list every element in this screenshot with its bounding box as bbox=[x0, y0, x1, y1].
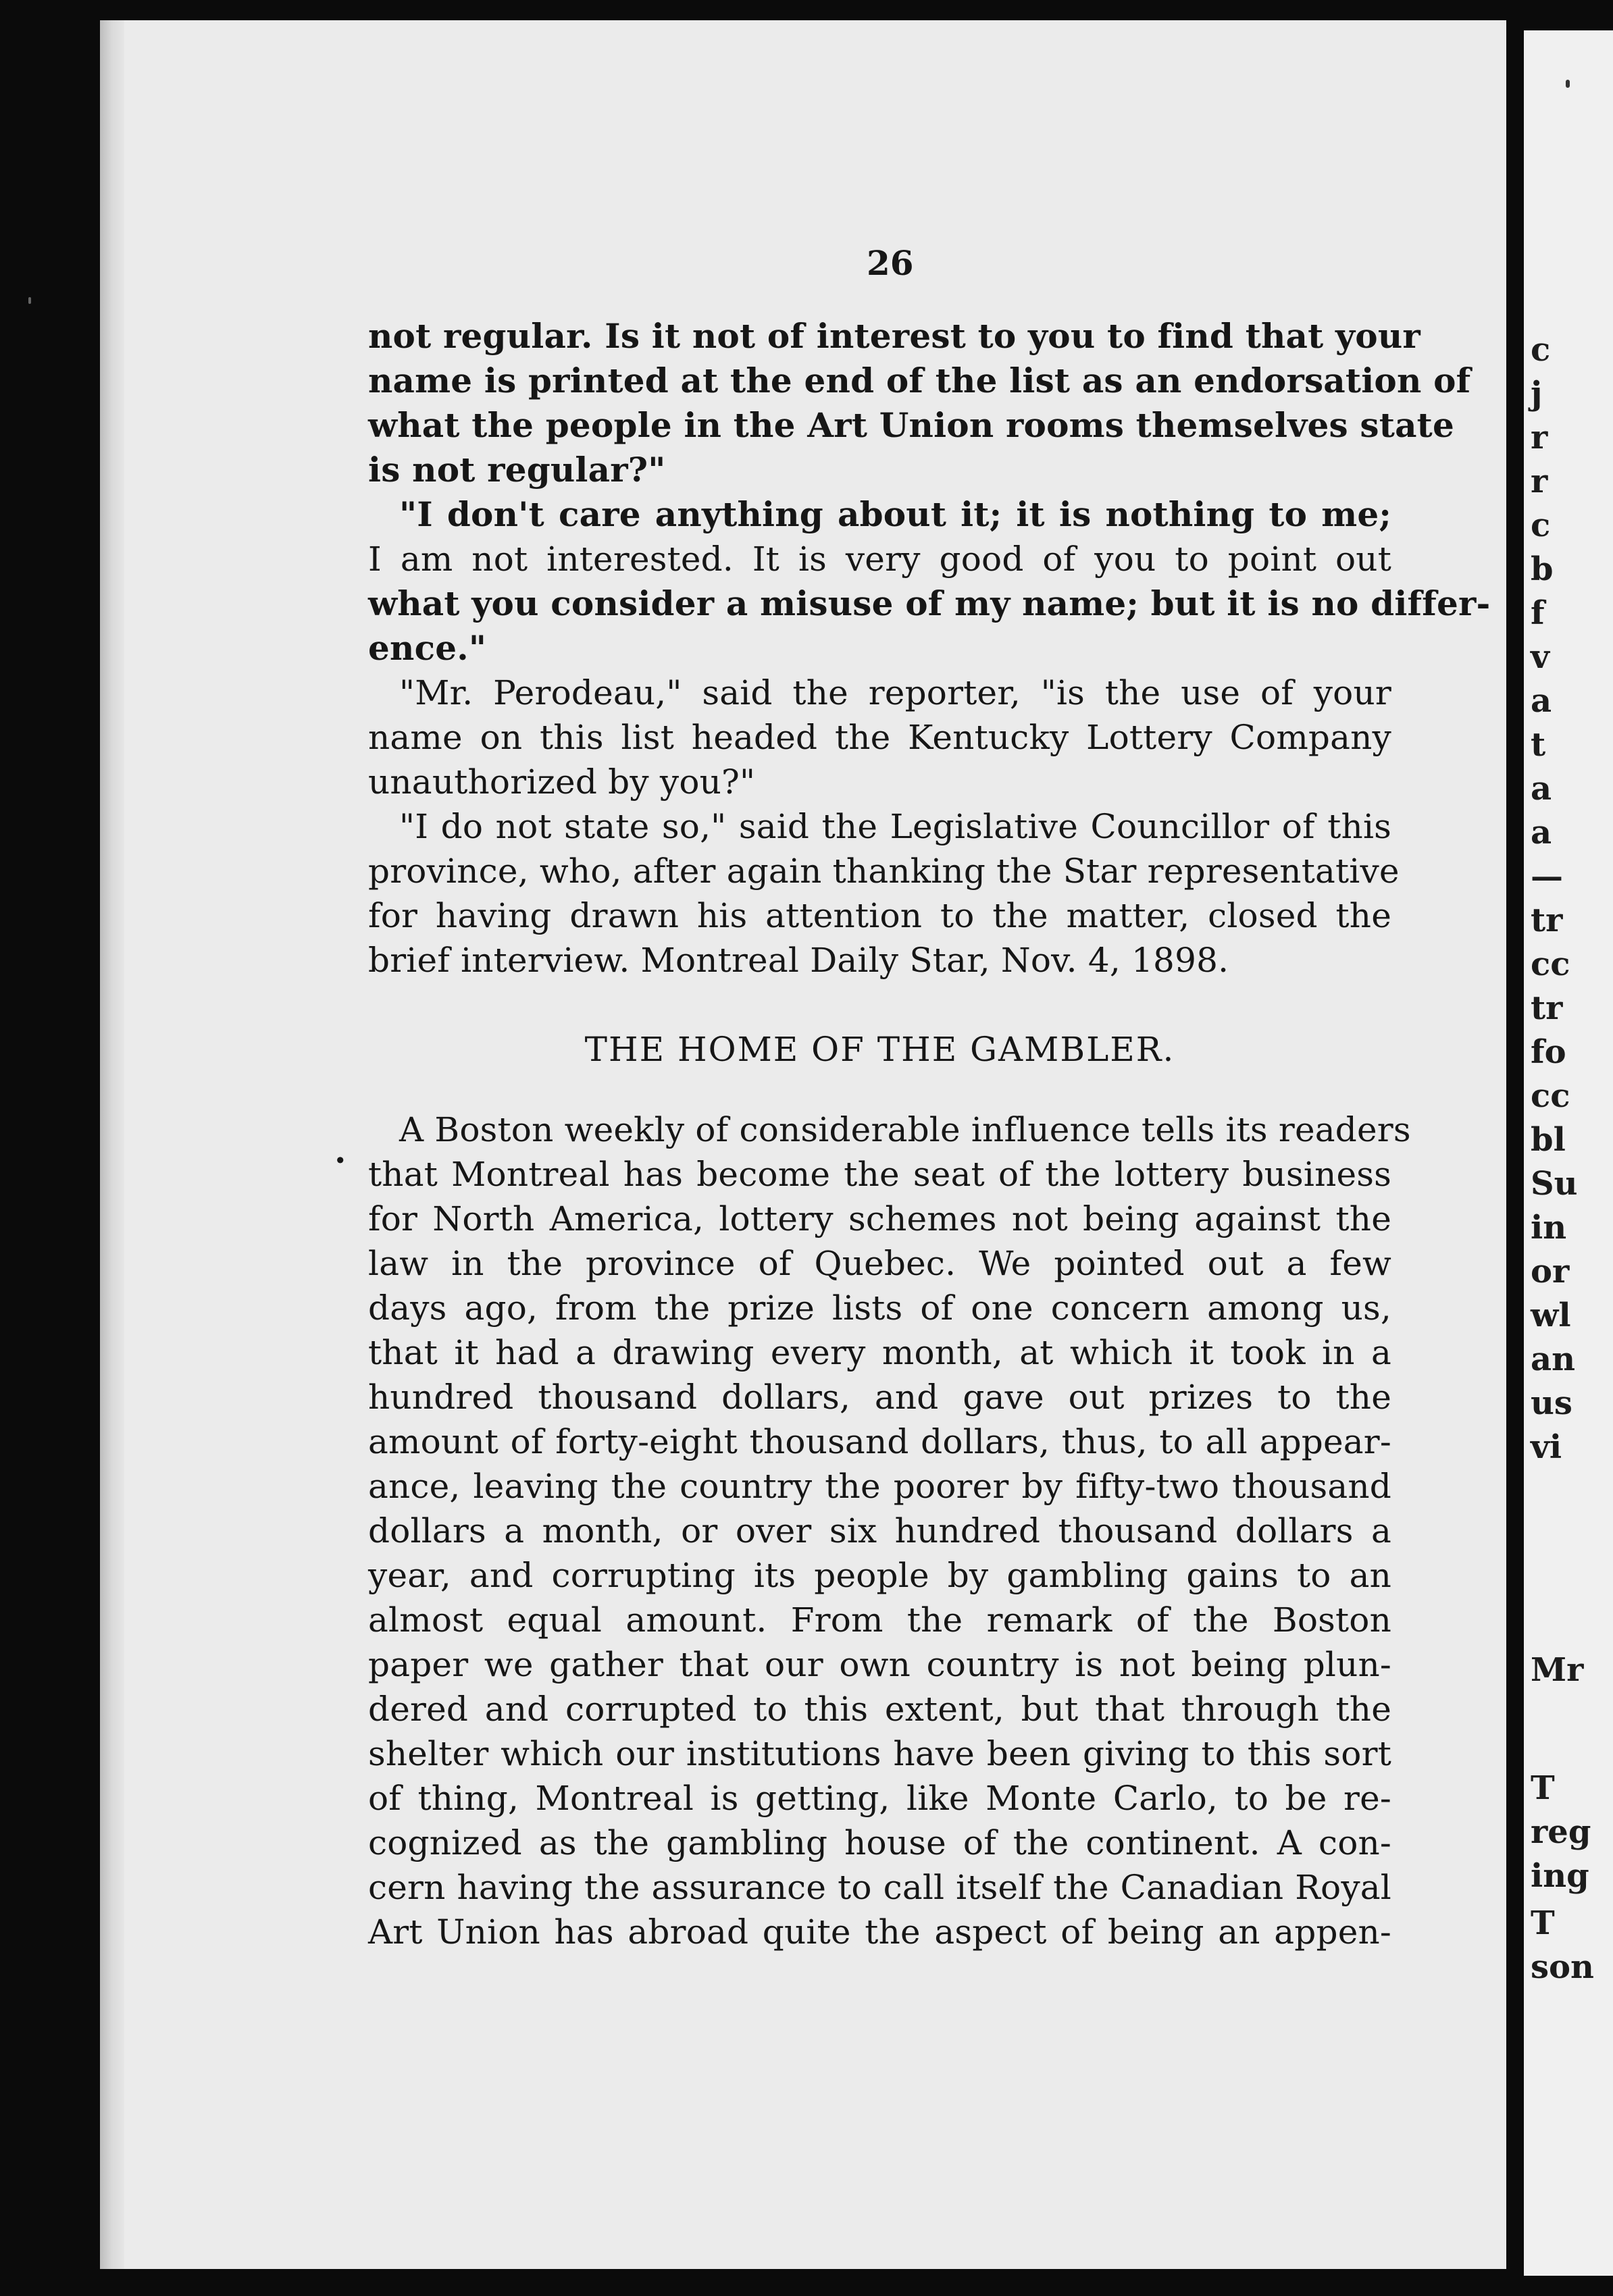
text-line: I am not interested. It is very good of you to point out bbox=[368, 540, 1391, 579]
right-fragment: T bbox=[1531, 1904, 1555, 1942]
paragraph-1 bbox=[368, 314, 1471, 492]
right-fragment: cc bbox=[1531, 945, 1570, 983]
right-fragment: T bbox=[1531, 1769, 1555, 1807]
section-heading: THE HOME OF THE GAMBLER. bbox=[584, 1030, 1175, 1069]
text-line: "I don't care anything about it; it is nothing to me; bbox=[399, 494, 1391, 534]
paragraph-3 bbox=[368, 671, 1391, 804]
text-line: what you consider a misuse of my name; but it is no differ- bbox=[368, 583, 1491, 623]
scan-speck bbox=[1566, 80, 1570, 88]
right-fragment: c bbox=[1531, 506, 1551, 544]
right-fragment: Mr bbox=[1531, 1651, 1584, 1689]
right-fragment: Su bbox=[1531, 1165, 1578, 1203]
right-page bbox=[1524, 30, 1613, 2276]
text-line: that it had a drawing every month, at which it took in a bbox=[368, 1333, 1391, 1372]
right-fragment: bl bbox=[1531, 1121, 1566, 1159]
text-line: dered and corrupted to this extent, but that through the bbox=[368, 1690, 1391, 1729]
right-fragment: v bbox=[1531, 638, 1550, 676]
text-line: cern having the assurance to call itself the Canadian Royal bbox=[368, 1868, 1391, 1907]
text-line: not regular. Is it not of interest to you to find that your bbox=[368, 316, 1420, 356]
right-fragment: a bbox=[1531, 814, 1552, 852]
paragraph-5 bbox=[368, 1107, 1411, 1954]
text-line: of thing, Montreal is getting, like Monte Carlo, to be re- bbox=[368, 1779, 1391, 1818]
text-line: brief interview. Montreal Daily Star, Nov. 4, 1898. bbox=[368, 941, 1229, 980]
text-line: amount of forty-eight thousand dollars, thus, to all appear- bbox=[368, 1422, 1391, 1461]
right-fragment: c bbox=[1531, 331, 1551, 369]
paragraph-4 bbox=[368, 804, 1400, 983]
right-fragment: reg bbox=[1531, 1813, 1591, 1851]
text-line: Art Union has abroad quite the aspect of being an appen- bbox=[368, 1912, 1391, 1952]
page-binding-shadow bbox=[100, 20, 124, 2269]
right-page-text-fragments bbox=[1524, 30, 1613, 2276]
text-line: unauthorized by you?" bbox=[368, 762, 756, 802]
right-fragment: r bbox=[1531, 419, 1548, 456]
text-line: law in the province of Quebec. We pointed out a few bbox=[368, 1244, 1391, 1283]
text-line: days ago, from the prize lists of one concern among us, bbox=[368, 1288, 1391, 1328]
text-line: that Montreal has become the seat of the lottery business bbox=[368, 1155, 1391, 1194]
paragraph-2 bbox=[368, 492, 1491, 671]
right-fragment: tr bbox=[1531, 989, 1563, 1027]
right-fragment: an bbox=[1531, 1340, 1575, 1378]
right-fragment: son bbox=[1531, 1948, 1594, 1986]
text-line: name on this list headed the Kentucky Lottery Company bbox=[368, 718, 1391, 757]
right-fragment: fo bbox=[1531, 1033, 1566, 1071]
right-fragment: f bbox=[1531, 594, 1545, 632]
text-line: shelter which our institutions have been giving to this sort bbox=[368, 1734, 1391, 1773]
right-fragment: cc bbox=[1531, 1077, 1570, 1115]
right-fragment: a bbox=[1531, 682, 1552, 720]
scan-speck bbox=[28, 297, 31, 304]
right-fragment: us bbox=[1531, 1384, 1572, 1422]
text-line: province, who, after again thanking the Star representative bbox=[368, 852, 1400, 891]
text-line: for having drawn his attention to the matter, closed the bbox=[368, 896, 1391, 935]
right-fragment: tr bbox=[1531, 902, 1563, 939]
right-fragment: or bbox=[1531, 1253, 1570, 1290]
right-fragment: a bbox=[1531, 770, 1552, 808]
right-fragment: b bbox=[1531, 550, 1554, 588]
right-fragment: — bbox=[1531, 858, 1563, 895]
text-line: dollars a month, or over six hundred thousand dollars a bbox=[368, 1511, 1391, 1550]
text-line: what the people in the Art Union rooms themselves state bbox=[368, 405, 1454, 445]
right-fragment: wl bbox=[1531, 1297, 1571, 1334]
right-fragment: ing bbox=[1531, 1857, 1589, 1895]
text-line: hundred thousand dollars, and gave out prizes to the bbox=[368, 1378, 1391, 1417]
text-line: A Boston weekly of considerable influence tells its readers bbox=[399, 1110, 1411, 1149]
text-line: almost equal amount. From the remark of the Boston bbox=[368, 1600, 1391, 1640]
page-number: 26 bbox=[867, 243, 914, 283]
text-line: name is printed at the end of the list as an endorsation of bbox=[368, 361, 1471, 400]
text-line: cognized as the gambling house of the continent. A con- bbox=[368, 1823, 1391, 1862]
text-line: paper we gather that our own country is not being plun- bbox=[368, 1645, 1391, 1684]
text-line: year, and corrupting its people by gambling gains to an bbox=[368, 1556, 1391, 1595]
text-line: "I do not state so," said the Legislative Councillor of this bbox=[399, 807, 1391, 846]
text-line: is not regular?" bbox=[368, 450, 666, 490]
text-line: ance, leaving the country the poorer by fifty-two thousand bbox=[368, 1467, 1391, 1506]
right-fragment: vi bbox=[1531, 1428, 1562, 1466]
text-line: for North America, lottery schemes not being against the bbox=[368, 1199, 1391, 1238]
right-fragment: r bbox=[1531, 463, 1548, 500]
text-line: "Mr. Perodeau," said the reporter, "is the use of your bbox=[399, 673, 1391, 712]
right-fragment: in bbox=[1531, 1209, 1567, 1247]
right-fragment: j bbox=[1531, 375, 1543, 413]
margin-mark: . bbox=[334, 1131, 347, 1171]
text-line: ence." bbox=[368, 628, 487, 668]
right-fragment: t bbox=[1531, 726, 1546, 764]
